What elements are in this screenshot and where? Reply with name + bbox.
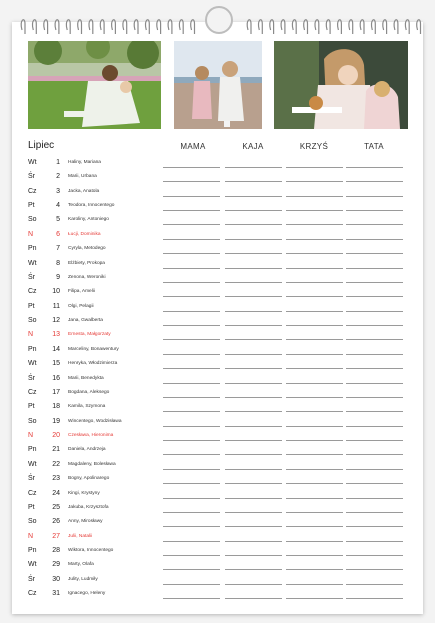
month-title: Lipiec bbox=[28, 140, 55, 151]
writing-line[interactable] bbox=[225, 440, 282, 441]
writing-line[interactable] bbox=[163, 584, 220, 585]
name-day-text: Henryka, Włodzimierza bbox=[68, 361, 118, 367]
day-number: 31 bbox=[52, 590, 60, 598]
writing-line[interactable] bbox=[163, 196, 220, 197]
writing-line[interactable] bbox=[225, 512, 282, 513]
writing-line[interactable] bbox=[163, 555, 220, 556]
day-number: 24 bbox=[52, 489, 60, 497]
binding-coil bbox=[270, 20, 274, 34]
day-number: 14 bbox=[52, 345, 60, 353]
name-day-text: Wiktora, Innocentego bbox=[68, 547, 114, 553]
binding-coil bbox=[247, 20, 251, 34]
writing-line[interactable] bbox=[225, 368, 282, 369]
writing-line[interactable] bbox=[346, 498, 403, 499]
writing-line[interactable] bbox=[286, 368, 343, 369]
binding-coil bbox=[360, 20, 364, 34]
binding-coil bbox=[78, 20, 82, 34]
writing-line[interactable] bbox=[346, 181, 403, 182]
writing-line[interactable] bbox=[163, 512, 220, 513]
writing-line[interactable] bbox=[286, 454, 343, 455]
name-day-text: Olgi, Pelagii bbox=[68, 303, 94, 309]
writing-line[interactable] bbox=[163, 354, 220, 355]
name-day-text: Kingi, Krystyny bbox=[68, 490, 100, 496]
day-number: 9 bbox=[56, 273, 60, 281]
day-number: 29 bbox=[52, 561, 60, 569]
name-day-text: Kamila, Szymona bbox=[68, 404, 106, 410]
name-day-text: Daniela, Andrzeja bbox=[68, 447, 106, 453]
day-row bbox=[0, 375, 435, 389]
writing-line[interactable] bbox=[346, 512, 403, 513]
writing-line[interactable] bbox=[225, 282, 282, 283]
name-day-text: Marty, Olafa bbox=[68, 562, 94, 568]
name-day-text: Julity, Ludmiły bbox=[68, 576, 98, 582]
column-header-krzys: KRZYŚ bbox=[299, 142, 329, 151]
writing-line[interactable] bbox=[346, 311, 403, 312]
writing-line[interactable] bbox=[225, 454, 282, 455]
day-number: 8 bbox=[56, 259, 60, 267]
column-header-kaja: KAJA bbox=[242, 142, 264, 151]
writing-line[interactable] bbox=[163, 426, 220, 427]
day-number: 13 bbox=[52, 331, 60, 339]
day-of-week: Cz bbox=[28, 590, 37, 598]
writing-line[interactable] bbox=[225, 411, 282, 412]
binding-coil bbox=[32, 20, 36, 34]
writing-line[interactable] bbox=[163, 282, 220, 283]
writing-line[interactable] bbox=[346, 239, 403, 240]
name-day-text: Jana, Gwalberta bbox=[68, 318, 103, 324]
name-day-text: Ernesta, Małgorzaty bbox=[68, 332, 111, 338]
writing-line[interactable] bbox=[225, 224, 282, 225]
binding-coil bbox=[315, 20, 319, 34]
writing-line[interactable] bbox=[163, 224, 220, 225]
writing-line[interactable] bbox=[286, 167, 343, 168]
writing-line[interactable] bbox=[346, 325, 403, 326]
day-number: 10 bbox=[52, 288, 60, 296]
name-day-text: Bogny, Apolinarego bbox=[68, 476, 110, 482]
day-of-week: N bbox=[28, 432, 34, 440]
writing-line[interactable] bbox=[225, 253, 282, 254]
day-of-week: Pt bbox=[28, 302, 35, 310]
day-number: 11 bbox=[52, 302, 60, 310]
writing-line[interactable] bbox=[286, 483, 343, 484]
writing-line[interactable] bbox=[346, 397, 403, 398]
mother-daughter-cafe-photo bbox=[274, 41, 408, 129]
writing-line[interactable] bbox=[286, 555, 343, 556]
writing-line[interactable] bbox=[346, 469, 403, 470]
writing-line[interactable] bbox=[225, 239, 282, 240]
writing-line[interactable] bbox=[163, 598, 220, 599]
name-day-text: Filipa, Amelii bbox=[68, 289, 95, 295]
writing-line[interactable] bbox=[163, 411, 220, 412]
writing-line[interactable] bbox=[163, 325, 220, 326]
day-of-week: Pt bbox=[28, 503, 35, 511]
day-row bbox=[0, 317, 435, 331]
day-of-week: Wt bbox=[28, 360, 37, 368]
writing-line[interactable] bbox=[163, 454, 220, 455]
binding-coil bbox=[179, 20, 183, 34]
writing-line[interactable] bbox=[286, 541, 343, 542]
day-number: 28 bbox=[52, 546, 60, 554]
day-row bbox=[0, 288, 435, 302]
day-row bbox=[0, 547, 435, 561]
writing-line[interactable] bbox=[225, 598, 282, 599]
day-row bbox=[0, 403, 435, 417]
writing-line[interactable] bbox=[346, 541, 403, 542]
day-number: 5 bbox=[56, 216, 60, 224]
writing-line[interactable] bbox=[346, 440, 403, 441]
day-of-week: N bbox=[28, 532, 34, 540]
writing-line[interactable] bbox=[346, 196, 403, 197]
writing-line[interactable] bbox=[225, 268, 282, 269]
binding-coil bbox=[405, 20, 409, 34]
day-number: 30 bbox=[52, 575, 60, 583]
writing-line[interactable] bbox=[225, 181, 282, 182]
day-number: 18 bbox=[52, 403, 60, 411]
writing-line[interactable] bbox=[163, 483, 220, 484]
writing-line[interactable] bbox=[225, 584, 282, 585]
day-of-week: Śr bbox=[28, 575, 35, 583]
writing-line[interactable] bbox=[225, 196, 282, 197]
writing-line[interactable] bbox=[286, 512, 343, 513]
binding-coil bbox=[21, 20, 25, 34]
name-day-text: Magdaleny, Bolesława bbox=[68, 461, 116, 467]
writing-line[interactable] bbox=[346, 569, 403, 570]
writing-line[interactable] bbox=[163, 239, 220, 240]
writing-line[interactable] bbox=[225, 397, 282, 398]
name-day-text: Marceliny, Bonawentury bbox=[68, 346, 119, 352]
day-of-week: Pn bbox=[28, 345, 37, 353]
day-of-week: So bbox=[28, 216, 37, 224]
day-row bbox=[0, 533, 435, 547]
binding-coil bbox=[100, 20, 104, 34]
writing-line[interactable] bbox=[286, 526, 343, 527]
writing-line[interactable] bbox=[346, 426, 403, 427]
day-number: 19 bbox=[52, 417, 60, 425]
writing-line[interactable] bbox=[286, 268, 343, 269]
calendar-hanger-hook bbox=[205, 6, 233, 34]
writing-line[interactable] bbox=[346, 296, 403, 297]
writing-line[interactable] bbox=[286, 282, 343, 283]
writing-line[interactable] bbox=[225, 210, 282, 211]
writing-line[interactable] bbox=[225, 469, 282, 470]
writing-line[interactable] bbox=[163, 397, 220, 398]
binding-coil bbox=[191, 20, 195, 34]
day-row bbox=[0, 274, 435, 288]
day-row bbox=[0, 159, 435, 173]
writing-line[interactable] bbox=[286, 253, 343, 254]
name-day-text: Łucji, Dominika bbox=[68, 231, 101, 237]
day-row bbox=[0, 346, 435, 360]
writing-line[interactable] bbox=[286, 224, 343, 225]
binding-coil bbox=[304, 20, 308, 34]
binding-coil bbox=[55, 20, 59, 34]
writing-line[interactable] bbox=[346, 411, 403, 412]
day-row bbox=[0, 331, 435, 345]
mother-daughter-park-photo bbox=[28, 41, 161, 129]
binding-coil bbox=[112, 20, 116, 34]
day-row bbox=[0, 590, 435, 604]
day-row bbox=[0, 303, 435, 317]
day-number: 23 bbox=[52, 475, 60, 483]
name-day-text: Czesława, Hieronima bbox=[68, 433, 114, 439]
name-day-text: Teodora, Innocentego bbox=[68, 203, 115, 209]
binding-coil bbox=[123, 20, 127, 34]
name-day-text: Wincentego, Wodzisława bbox=[68, 418, 122, 424]
writing-line[interactable] bbox=[286, 498, 343, 499]
day-of-week: Cz bbox=[28, 288, 37, 296]
day-row bbox=[0, 490, 435, 504]
writing-line[interactable] bbox=[163, 569, 220, 570]
day-number: 21 bbox=[52, 446, 60, 454]
writing-line[interactable] bbox=[346, 354, 403, 355]
day-number: 17 bbox=[52, 388, 60, 396]
day-number: 3 bbox=[56, 187, 60, 195]
day-of-week: So bbox=[28, 417, 37, 425]
writing-line[interactable] bbox=[346, 224, 403, 225]
day-of-week: Wt bbox=[28, 561, 37, 569]
writing-line[interactable] bbox=[286, 383, 343, 384]
day-row bbox=[0, 475, 435, 489]
day-row bbox=[0, 173, 435, 187]
writing-line[interactable] bbox=[163, 181, 220, 182]
writing-line[interactable] bbox=[286, 569, 343, 570]
writing-line[interactable] bbox=[286, 210, 343, 211]
day-row bbox=[0, 231, 435, 245]
name-day-text: Bogdana, Aleksego bbox=[68, 389, 110, 395]
day-of-week: Cz bbox=[28, 388, 37, 396]
name-day-text: Marii, Urbana bbox=[68, 174, 97, 180]
writing-line[interactable] bbox=[346, 483, 403, 484]
writing-line[interactable] bbox=[286, 411, 343, 412]
day-row bbox=[0, 202, 435, 216]
binding-coil bbox=[349, 20, 353, 34]
day-of-week: Cz bbox=[28, 187, 37, 195]
writing-line[interactable] bbox=[225, 541, 282, 542]
day-of-week: Cz bbox=[28, 489, 37, 497]
binding-coil bbox=[292, 20, 296, 34]
binding-coil bbox=[89, 20, 93, 34]
day-number: 15 bbox=[52, 360, 60, 368]
day-number: 22 bbox=[52, 460, 60, 468]
day-of-week: Pt bbox=[28, 403, 35, 411]
binding-coil bbox=[338, 20, 342, 34]
writing-line[interactable] bbox=[286, 239, 343, 240]
writing-line[interactable] bbox=[286, 296, 343, 297]
writing-line[interactable] bbox=[286, 181, 343, 182]
writing-line[interactable] bbox=[346, 526, 403, 527]
writing-line[interactable] bbox=[225, 555, 282, 556]
writing-line[interactable] bbox=[346, 167, 403, 168]
writing-line[interactable] bbox=[346, 268, 403, 269]
writing-line[interactable] bbox=[163, 268, 220, 269]
writing-line[interactable] bbox=[286, 397, 343, 398]
writing-line[interactable] bbox=[286, 311, 343, 312]
writing-line[interactable] bbox=[163, 498, 220, 499]
day-of-week: Śr bbox=[28, 273, 35, 281]
name-day-text: Karoliny, Antoniego bbox=[68, 217, 109, 223]
name-day-text: Marii, Benedykta bbox=[68, 375, 104, 381]
day-row bbox=[0, 389, 435, 403]
day-of-week: So bbox=[28, 317, 37, 325]
mother-daughter-pier-photo bbox=[174, 41, 262, 129]
writing-line[interactable] bbox=[346, 282, 403, 283]
day-of-week: Wt bbox=[28, 159, 37, 166]
day-number: 12 bbox=[52, 317, 60, 325]
writing-line[interactable] bbox=[286, 354, 343, 355]
day-of-week: Wt bbox=[28, 460, 37, 468]
writing-line[interactable] bbox=[163, 311, 220, 312]
day-row bbox=[0, 561, 435, 575]
day-of-week: Pn bbox=[28, 446, 37, 454]
writing-line[interactable] bbox=[163, 167, 220, 168]
name-day-text: Anny, Mirosławy bbox=[68, 519, 103, 525]
writing-line[interactable] bbox=[286, 598, 343, 599]
binding-coil bbox=[134, 20, 138, 34]
writing-line[interactable] bbox=[225, 383, 282, 384]
writing-line[interactable] bbox=[163, 368, 220, 369]
day-of-week: Śr bbox=[28, 173, 35, 181]
day-row bbox=[0, 360, 435, 374]
writing-line[interactable] bbox=[225, 426, 282, 427]
day-number: 26 bbox=[52, 518, 60, 526]
writing-line[interactable] bbox=[346, 598, 403, 599]
name-day-text: Zenona, Weroniki bbox=[68, 274, 106, 280]
writing-line[interactable] bbox=[225, 167, 282, 168]
writing-line[interactable] bbox=[286, 440, 343, 441]
day-row bbox=[0, 260, 435, 274]
name-day-text: Cyryla, Metodego bbox=[68, 246, 106, 252]
binding-coil bbox=[258, 20, 262, 34]
writing-line[interactable] bbox=[163, 339, 220, 340]
writing-line[interactable] bbox=[163, 469, 220, 470]
day-row bbox=[0, 504, 435, 518]
day-row bbox=[0, 461, 435, 475]
name-day-text: Haliny, Mariana bbox=[68, 160, 101, 165]
writing-line[interactable] bbox=[225, 311, 282, 312]
day-row bbox=[0, 418, 435, 432]
day-of-week: Śr bbox=[28, 374, 35, 382]
day-of-week: Pn bbox=[28, 546, 37, 554]
day-number: 16 bbox=[52, 374, 60, 382]
writing-line[interactable] bbox=[225, 354, 282, 355]
day-number: 27 bbox=[52, 532, 60, 540]
day-of-week: So bbox=[28, 518, 37, 526]
writing-line[interactable] bbox=[163, 526, 220, 527]
writing-line[interactable] bbox=[225, 526, 282, 527]
writing-line[interactable] bbox=[286, 426, 343, 427]
writing-line[interactable] bbox=[163, 296, 220, 297]
writing-line[interactable] bbox=[163, 440, 220, 441]
binding-coil bbox=[394, 20, 398, 34]
binding-coil bbox=[66, 20, 70, 34]
column-header-mama: MAMA bbox=[180, 142, 206, 151]
name-day-text: Ignacego, Heleny bbox=[68, 591, 106, 597]
day-number: 20 bbox=[52, 432, 60, 440]
writing-line[interactable] bbox=[163, 210, 220, 211]
writing-line[interactable] bbox=[163, 541, 220, 542]
binding-coil bbox=[44, 20, 48, 34]
writing-line[interactable] bbox=[286, 469, 343, 470]
writing-line[interactable] bbox=[346, 555, 403, 556]
day-number: 2 bbox=[56, 173, 60, 181]
writing-line[interactable] bbox=[286, 196, 343, 197]
day-row bbox=[0, 518, 435, 532]
day-number: 7 bbox=[56, 245, 60, 253]
day-row bbox=[0, 245, 435, 259]
day-of-week: Pt bbox=[28, 202, 35, 210]
day-row bbox=[0, 432, 435, 446]
day-row bbox=[0, 188, 435, 202]
writing-line[interactable] bbox=[225, 483, 282, 484]
writing-line[interactable] bbox=[163, 383, 220, 384]
name-day-text: Jakuba, Krzysztofa bbox=[68, 504, 109, 510]
writing-line[interactable] bbox=[225, 325, 282, 326]
day-row bbox=[0, 216, 435, 230]
name-day-text: Elżbiety, Prokopa bbox=[68, 260, 105, 266]
day-number: 4 bbox=[56, 202, 60, 210]
day-number: 25 bbox=[52, 503, 60, 511]
day-number: 6 bbox=[56, 230, 60, 238]
binding-coil bbox=[417, 20, 421, 34]
writing-line[interactable] bbox=[286, 584, 343, 585]
binding-coil bbox=[383, 20, 387, 34]
day-of-week: Śr bbox=[28, 475, 35, 483]
name-day-text: Jacka, Anatola bbox=[68, 188, 100, 194]
day-of-week: N bbox=[28, 230, 34, 238]
day-of-week: Wt bbox=[28, 259, 37, 267]
writing-line[interactable] bbox=[346, 454, 403, 455]
day-row bbox=[0, 446, 435, 460]
writing-line[interactable] bbox=[286, 325, 343, 326]
column-header-tata: TATA bbox=[364, 142, 384, 151]
day-row bbox=[0, 576, 435, 590]
binding-coil bbox=[168, 20, 172, 34]
day-of-week: Pn bbox=[28, 245, 37, 253]
day-number: 1 bbox=[56, 159, 60, 166]
binding-coil bbox=[157, 20, 161, 34]
writing-line[interactable] bbox=[286, 339, 343, 340]
writing-line[interactable] bbox=[225, 339, 282, 340]
writing-line[interactable] bbox=[225, 498, 282, 499]
day-of-week: N bbox=[28, 331, 34, 339]
writing-line[interactable] bbox=[346, 253, 403, 254]
name-day-text: Julii, Natalii bbox=[68, 533, 93, 539]
writing-line[interactable] bbox=[346, 368, 403, 369]
writing-line[interactable] bbox=[346, 339, 403, 340]
writing-line[interactable] bbox=[225, 569, 282, 570]
writing-line[interactable] bbox=[346, 584, 403, 585]
writing-line[interactable] bbox=[346, 383, 403, 384]
writing-line[interactable] bbox=[225, 296, 282, 297]
binding-coil bbox=[281, 20, 285, 34]
binding-coil bbox=[326, 20, 330, 34]
writing-line[interactable] bbox=[163, 253, 220, 254]
binding-coil bbox=[371, 20, 375, 34]
binding-coil bbox=[145, 20, 149, 34]
writing-line[interactable] bbox=[346, 210, 403, 211]
